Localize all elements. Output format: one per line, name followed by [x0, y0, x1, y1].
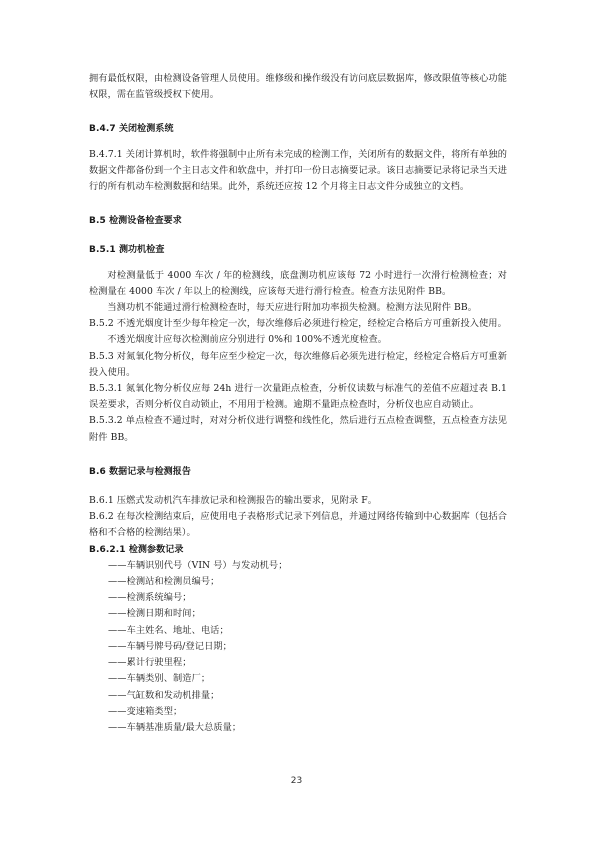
page-number: 23: [290, 776, 303, 786]
paragraph-b52: B.5.2 不透光烟度计至少每年检定一次，每次维修后必须进行检定，经检定合格后方可重新投入使用。: [89, 318, 507, 330]
parameter-list: [89, 558, 507, 736]
list-item: ——检测日期和时间；: [108, 608, 201, 620]
list-item: ——检测站和检测员编号；: [108, 576, 220, 588]
paragraph-b51-1: 对检测量低于 4000 车次 / 年的检测线，底盘测功机应该每 72 小时进行一次滑行检测检查；对检测量在 4000 车次 / 年以上的检测线，应该每天进行滑行检查。检查方法见附件 BB。: [89, 269, 507, 297]
paragraph-b471: B.4.7.1 关闭计算机时，软件将强制中止所有未完成的检测工作，关闭所有的数据文件，将所有单独的数据文件都备份到一个主日志文件和软盘中，并打印一份日志摘要记录。该日志摘要记录将记录当天进行的所有机动车检测数据和结果。此外，系统还应按 12 个月将主日志文件分成独立的文档。: [89, 148, 507, 193]
paragraph-b62: B.6.2 在每次检测结束后，应使用电子表格形式记录下列信息，并通过网络传输到中心数据库（包括合格和不合格的检测结果）。: [89, 511, 507, 539]
list-item: ——气缸数和发动机排量；: [108, 689, 220, 701]
continuation-paragraph: 拥有最低权限，由检测设备管理人员使用。维修级和操作级没有访问底层数据库，修改限值等核心功能权限，需在监管级授权下使用。: [89, 73, 507, 101]
paragraph-b61: B.6.1 压燃式发动机汽车排放记录和检测报告的输出要求，见附录 F。: [89, 495, 378, 507]
section-heading-b6: B.6 数据记录与检测报告: [89, 466, 191, 477]
list-item: ——变速箱类型；: [108, 705, 183, 717]
list-item: ——检测系统编号；: [108, 592, 192, 604]
list-item: ——累计行驶里程；: [108, 657, 192, 669]
paragraph-b532: B.5.3.2 单点检查不通过时，对对分析仪进行调整和线性化，然后进行五点检查调整，五点检查方法见附件 BB。: [89, 415, 507, 443]
paragraph-b51-2: 当测功机不能通过滑行检测检查时，每天应进行附加功率损失检测。检测方法见附件 BB。: [107, 302, 478, 314]
subsection-heading-b621: B.6.2.1 检测参数记录: [89, 544, 184, 555]
section-heading-b5: B.5 检测设备检查要求: [89, 216, 182, 227]
list-item: ——车辆识别代号（VIN 号）与发动机号；: [108, 559, 288, 571]
section-heading-b47: B.4.7 关闭检测系统: [89, 124, 174, 135]
list-item: ——车辆号牌号码/登记日期；: [108, 640, 232, 652]
subsection-heading-b51: B.5.1 测功机检查: [89, 245, 165, 256]
paragraph-b52-note: 不透光烟度计应每次检测前应分别进行 0%和 100%不透光度检查。: [107, 334, 388, 346]
page-content: [89, 71, 507, 736]
paragraph-b531: B.5.3.1 氮氧化物分析仪应每 24h 进行一次量距点检查，分析仪读数与标准气的差值不应超过表 B.1 误差要求，否则分析仪自动锁止，不用用于检测。逾期不量距点检查时，分析仪也应自动锁止。: [89, 383, 507, 411]
paragraph-b53: B.5.3 对氮氧化物分析仪，每年应至少检定一次，每次维修后必须先进行检定，经检定合格后方可重新投入使用。: [89, 350, 507, 378]
list-item: ——车辆基准质量/最大总质量；: [108, 721, 242, 733]
list-item: ——车主姓名、地址、电话；: [108, 624, 229, 636]
list-item: ——车辆类别、制造厂；: [108, 673, 211, 685]
